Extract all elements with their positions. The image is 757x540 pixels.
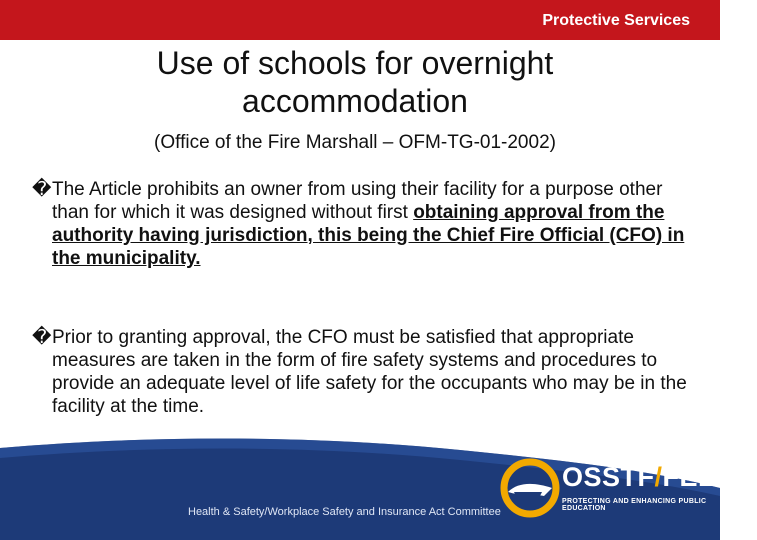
- header-brand: Protective Services: [542, 12, 690, 29]
- slide-subtitle: (Office of the Fire Marshall – OFM-TG-01-2002): [154, 132, 556, 153]
- lamp-emblem-icon: [494, 452, 564, 522]
- bullet-marker: �: [32, 327, 52, 348]
- bullet-item: [32, 326, 688, 418]
- title-line-1: Use of schools for overnight: [156, 45, 554, 81]
- logo-wordmark: [562, 462, 757, 493]
- slide-title: [0, 44, 710, 120]
- bullet-item: [32, 178, 688, 270]
- bullet-text: The Article prohibits an owner from using their facility for a purpose other than for which it was designed without first: [52, 179, 663, 223]
- bullet-marker: �: [32, 179, 52, 200]
- footer-text: Health & Safety/Workplace Safety and Insurance Act Committee: [188, 506, 501, 518]
- logo-slash: /: [654, 462, 663, 492]
- title-line-2: accommodation: [242, 83, 468, 119]
- osstf-logo: [494, 452, 757, 530]
- logo-tagline: PROTECTING AND ENHANCING PUBLIC EDUCATION: [562, 498, 707, 512]
- bullet-text: Prior to granting approval, the CFO must be satisfied that appropriate measures are taken in the form of fire safety systems and procedures to provide an adequate level of life safety for the occupants who may be in the facility at the time.: [52, 327, 687, 417]
- header-bar: [0, 0, 720, 40]
- logo-name: OSSTF: [562, 462, 655, 492]
- bullet-emphasis: obtaining approval from the authority having jurisdiction, this being the Chief Fire Official (CFO) in the municipality.: [52, 202, 685, 269]
- logo-name-2: FEESO: [662, 462, 757, 492]
